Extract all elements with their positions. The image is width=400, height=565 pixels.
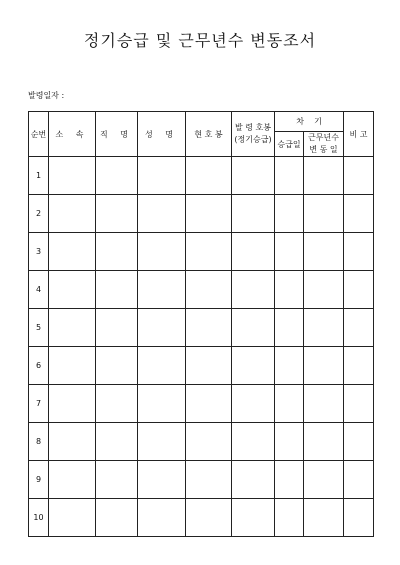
header-appointed-grade-line2: (정기승급) bbox=[234, 135, 272, 144]
remarks-cell[interactable] bbox=[344, 461, 374, 499]
header-current-grade: 현 호 봉 bbox=[186, 112, 232, 157]
current-grade-cell[interactable] bbox=[186, 499, 232, 537]
table-row bbox=[29, 157, 374, 195]
promotion-date-cell[interactable] bbox=[275, 271, 304, 309]
name-cell[interactable] bbox=[138, 195, 186, 233]
header-no: 순번 bbox=[29, 112, 49, 157]
service-change-date-cell[interactable] bbox=[304, 461, 344, 499]
remarks-cell[interactable] bbox=[344, 385, 374, 423]
remarks-cell[interactable] bbox=[344, 157, 374, 195]
table-row bbox=[29, 461, 374, 499]
header-remarks: 비 고 bbox=[344, 112, 374, 157]
row-number: 5 bbox=[29, 309, 49, 347]
name-cell[interactable] bbox=[138, 461, 186, 499]
row-number: 7 bbox=[29, 385, 49, 423]
affiliation-cell[interactable] bbox=[49, 271, 96, 309]
remarks-cell[interactable] bbox=[344, 309, 374, 347]
remarks-cell[interactable] bbox=[344, 423, 374, 461]
appointed-grade-cell[interactable] bbox=[232, 385, 275, 423]
promotion-date-cell[interactable] bbox=[275, 461, 304, 499]
promotion-date-cell[interactable] bbox=[275, 347, 304, 385]
appointed-grade-cell[interactable] bbox=[232, 347, 275, 385]
row-number: 10 bbox=[29, 499, 49, 537]
position-cell[interactable] bbox=[96, 157, 138, 195]
header-service-change-line2: 변 동 일 bbox=[309, 145, 338, 154]
roster-table bbox=[28, 111, 374, 537]
appointed-grade-cell[interactable] bbox=[232, 271, 275, 309]
promotion-date-cell[interactable] bbox=[275, 309, 304, 347]
table-row bbox=[29, 309, 374, 347]
page-title: 정기승급 및 근무년수 변동조서 bbox=[83, 31, 317, 50]
service-change-date-cell[interactable] bbox=[304, 499, 344, 537]
issue-date-label: 발령일자 : bbox=[28, 91, 65, 100]
table-row bbox=[29, 195, 374, 233]
service-change-date-cell[interactable] bbox=[304, 271, 344, 309]
affiliation-cell[interactable] bbox=[49, 233, 96, 271]
table-row bbox=[29, 271, 374, 309]
affiliation-cell[interactable] bbox=[49, 499, 96, 537]
header-name: 성 명 bbox=[138, 112, 186, 157]
table-row bbox=[29, 385, 374, 423]
affiliation-cell[interactable] bbox=[49, 423, 96, 461]
affiliation-cell[interactable] bbox=[49, 347, 96, 385]
service-change-date-cell[interactable] bbox=[304, 309, 344, 347]
affiliation-cell[interactable] bbox=[49, 195, 96, 233]
current-grade-cell[interactable] bbox=[186, 157, 232, 195]
current-grade-cell[interactable] bbox=[186, 233, 232, 271]
row-number: 8 bbox=[29, 423, 49, 461]
appointed-grade-cell[interactable] bbox=[232, 461, 275, 499]
position-cell[interactable] bbox=[96, 385, 138, 423]
appointed-grade-cell[interactable] bbox=[232, 309, 275, 347]
header-appointed-grade-line1: 발 령 호봉 bbox=[235, 123, 271, 132]
current-grade-cell[interactable] bbox=[186, 195, 232, 233]
remarks-cell[interactable] bbox=[344, 271, 374, 309]
row-number: 9 bbox=[29, 461, 49, 499]
promotion-date-cell[interactable] bbox=[275, 195, 304, 233]
header-promotion-date: 승급일 bbox=[275, 132, 304, 157]
appointed-grade-cell[interactable] bbox=[232, 157, 275, 195]
header-position: 직 명 bbox=[96, 112, 138, 157]
position-cell[interactable] bbox=[96, 347, 138, 385]
table-row bbox=[29, 233, 374, 271]
header-service-change-line1: 근무년수 bbox=[308, 133, 339, 142]
remarks-cell[interactable] bbox=[344, 233, 374, 271]
position-cell[interactable] bbox=[96, 309, 138, 347]
current-grade-cell[interactable] bbox=[186, 347, 232, 385]
row-number: 6 bbox=[29, 347, 49, 385]
name-cell[interactable] bbox=[138, 271, 186, 309]
row-number: 4 bbox=[29, 271, 49, 309]
appointed-grade-cell[interactable] bbox=[232, 499, 275, 537]
promotion-date-cell[interactable] bbox=[275, 499, 304, 537]
affiliation-cell[interactable] bbox=[49, 309, 96, 347]
row-number: 2 bbox=[29, 195, 49, 233]
position-cell[interactable] bbox=[96, 499, 138, 537]
header-affiliation: 소 속 bbox=[49, 112, 96, 157]
header-appointed-grade bbox=[232, 112, 275, 157]
row-number: 3 bbox=[29, 233, 49, 271]
table-row bbox=[29, 423, 374, 461]
promotion-date-cell[interactable] bbox=[275, 423, 304, 461]
header-service-change bbox=[304, 132, 344, 157]
position-cell[interactable] bbox=[96, 461, 138, 499]
service-change-date-cell[interactable] bbox=[304, 233, 344, 271]
remarks-cell[interactable] bbox=[344, 195, 374, 233]
appointed-grade-cell[interactable] bbox=[232, 195, 275, 233]
row-number: 1 bbox=[29, 157, 49, 195]
service-change-date-cell[interactable] bbox=[304, 157, 344, 195]
position-cell[interactable] bbox=[96, 271, 138, 309]
appointed-grade-cell[interactable] bbox=[232, 233, 275, 271]
affiliation-cell[interactable] bbox=[49, 157, 96, 195]
remarks-cell[interactable] bbox=[344, 347, 374, 385]
affiliation-cell[interactable] bbox=[49, 461, 96, 499]
current-grade-cell[interactable] bbox=[186, 385, 232, 423]
name-cell[interactable] bbox=[138, 233, 186, 271]
name-cell[interactable] bbox=[138, 157, 186, 195]
promotion-date-cell[interactable] bbox=[275, 157, 304, 195]
table-row bbox=[29, 499, 374, 537]
name-cell[interactable] bbox=[138, 499, 186, 537]
table-row bbox=[29, 347, 374, 385]
promotion-date-cell[interactable] bbox=[275, 233, 304, 271]
name-cell[interactable] bbox=[138, 347, 186, 385]
name-cell[interactable] bbox=[138, 385, 186, 423]
current-grade-cell[interactable] bbox=[186, 461, 232, 499]
roster-body bbox=[29, 157, 374, 537]
position-cell[interactable] bbox=[96, 195, 138, 233]
affiliation-cell[interactable] bbox=[49, 385, 96, 423]
name-cell[interactable] bbox=[138, 309, 186, 347]
current-grade-cell[interactable] bbox=[186, 309, 232, 347]
promotion-date-cell[interactable] bbox=[275, 385, 304, 423]
position-cell[interactable] bbox=[96, 423, 138, 461]
service-change-date-cell[interactable] bbox=[304, 195, 344, 233]
header-row-top bbox=[29, 112, 374, 132]
remarks-cell[interactable] bbox=[344, 499, 374, 537]
service-change-date-cell[interactable] bbox=[304, 347, 344, 385]
service-change-date-cell[interactable] bbox=[304, 423, 344, 461]
service-change-date-cell[interactable] bbox=[304, 385, 344, 423]
header-next-group: 차 기 bbox=[275, 112, 344, 132]
position-cell[interactable] bbox=[96, 233, 138, 271]
current-grade-cell[interactable] bbox=[186, 271, 232, 309]
name-cell[interactable] bbox=[138, 423, 186, 461]
appointed-grade-cell[interactable] bbox=[232, 423, 275, 461]
current-grade-cell[interactable] bbox=[186, 423, 232, 461]
